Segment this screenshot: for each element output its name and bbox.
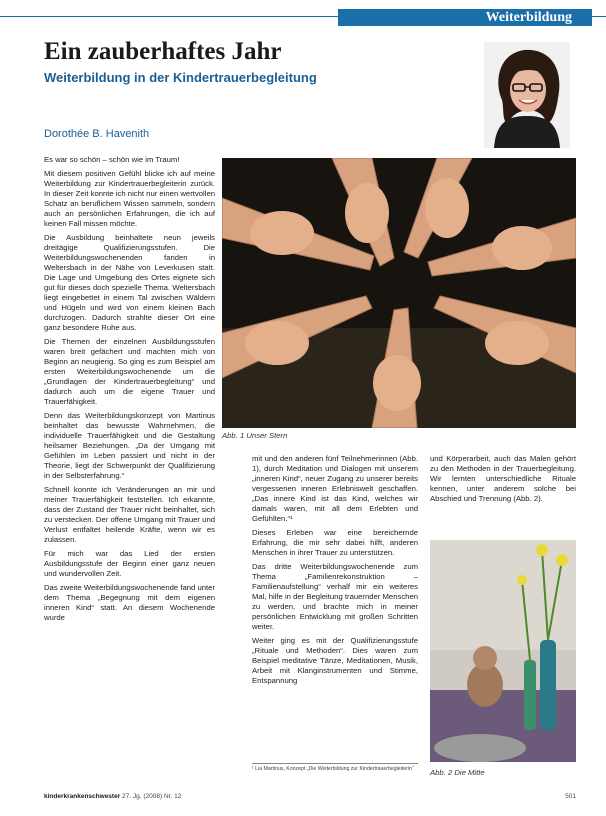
- author-name: Dorothée B. Havenith: [44, 128, 150, 140]
- column-2: [252, 454, 418, 690]
- hands-star-image: [222, 158, 576, 428]
- column-1: [44, 155, 215, 627]
- article-title: Ein zauberhaftes Jahr: [44, 38, 282, 65]
- photo-hands-star: [222, 158, 576, 428]
- paragraph: Schnell konnte ich Veränderungen an mir und meiner Trauerfähigkeit feststellen. Ich erkannte, dass der Zustand der Trauer nicht beinhaltet, sich zu verstecken. Der offene Umgang mit Trauer und Verlust entfaltet heilende Kräfte, wenn wir es zulassen.: [44, 485, 215, 544]
- page-number: 501: [565, 793, 576, 800]
- page-footer: [44, 793, 576, 803]
- journal-name: kinderkrankenschwester: [44, 793, 121, 800]
- paragraph: Denn das Weiterbildungskonzept von Martinus beinhaltet das bewusste Wahrnehmen, die individuelle Trauerfähigkeit und die Gestaltung heilsamer Beziehungen. „Da der Umgang mit Gefühlen im Leben passiert und nicht in der Theorie, liegt der Schwerpunkt der Qualifizierung in der Selbsterfahrung.“: [44, 411, 215, 480]
- section-banner: [0, 9, 606, 26]
- paragraph: und Körperarbeit, auch das Malen gehört zu den Methoden in der Trauerbegleitung. Wir lernten unterschiedliche Rituale kennen, unter anderem solche bei Abschied und Trennung (Abb. 2).: [430, 454, 576, 503]
- paragraph: Es war so schön – schön wie im Traum!: [44, 155, 180, 164]
- journal-issue: 27. Jg. (2008) Nr. 12: [122, 793, 182, 800]
- paragraph: mit und den anderen fünf Teilnehmerinnen (Abb. 1), durch Meditation und Dialogen mit unserem „inneren Kind“, neuer Zugang zu unserer bereits vergessenen inneren Erlebniswelt geschaffen. „Das innere Kind ist das Kind, welches wir damals waren, mit all dem Erlebten und Gefühlten.“¹: [252, 454, 418, 523]
- paragraph: Mit diesem positiven Gefühl blicke ich auf meine Weiterbildung zur Kindertrauerbegleiterin zurück. In dieser Zeit konnte ich nicht nur einen wertvollen Schatz an beruflichem Wissen sammeln, sondern auch an persönlichen Erfahrungen, die ich auf keinen Fall missen möchte.: [44, 169, 215, 228]
- figure-2-caption: Abb. 2 Die Mitte: [430, 768, 485, 777]
- column-3: [430, 454, 576, 508]
- paragraph: Für mich war das Lied der ersten Ausbildungsstufe der Beginn einer ganz neuen und wundervollen Zeit.: [44, 549, 215, 578]
- figure-1-caption: Abb. 1 Unser Stern: [222, 431, 288, 440]
- paragraph: Dieses Erleben war eine bereichernde Erfahrung, die mir sehr dabei hilft, anderen Menschen in ihrer Trauer zu unterstützen.: [252, 528, 418, 557]
- article-subtitle: Weiterbildung in der Kindertrauerbegleitung: [44, 70, 317, 85]
- paragraph: Die Themen der einzelnen Ausbildungsstufen waren breit gefächert und machten mich von Beginn an neugierig. So ging es zum Beispiel am ersten Weiterbildungswochenende um die „Grundlagen der Kindertrauerbegleitung“ und dadurch auch um die eigene Trauer und Trauerfähigkeit.: [44, 337, 215, 406]
- author-portrait: [484, 42, 570, 148]
- section-label: Weiterbildung: [338, 9, 592, 26]
- paragraph: Das zweite Weiterbildungswochenende fand unter dem Thema „Begegnung mit dem eigenen inneren Kind“ statt. An diesem Wochenende wurde: [44, 583, 215, 622]
- centerpiece-image: [430, 540, 576, 762]
- footnote: ¹ Lia Martinus, Konzept „Die Weiterbildung zur Kindertrauerbegleiterin“: [252, 763, 418, 772]
- photo-centerpiece: [430, 540, 576, 762]
- paragraph: Die Ausbildung beinhaltete neun jeweils dreitägige Qualifizierungsstufen. Die Weiterbildungswochenenden fanden in Weltersbach in der Nähe von Leverkusen statt. Die Lage und Umgebung des Ortes eignete sich gut für dieses doch spezielle Thema. Weltersbach liegt eingebettet in einem Tal zwischen Wäldern und Hügeln und wird von einem kleinen Bach durchzogen. Dadurch strahlte dieser Ort eine ganz besondere Ruhe aus.: [44, 233, 215, 332]
- paragraph: Das dritte Weiterbildungswochenende zum Thema „Familienrekonstruktion – Familienaufstellung“ verhalf mir ein weiteres Mal, hilfe in der Begleitung trauernder Menschen zu werden, und brachte mich in meiner persönlichen Entwicklung mit großen Schritten weiter.: [252, 562, 418, 631]
- portrait-image: [484, 42, 570, 148]
- paragraph: Weiter ging es mit der Qualifizierungsstufe „Rituale und Methoden“. Dies waren zum Beispiel meditative Tänze, Meditationen, Musik, Arbeit mit Klanginstrumenten und Stimme, Entspannung: [252, 636, 418, 685]
